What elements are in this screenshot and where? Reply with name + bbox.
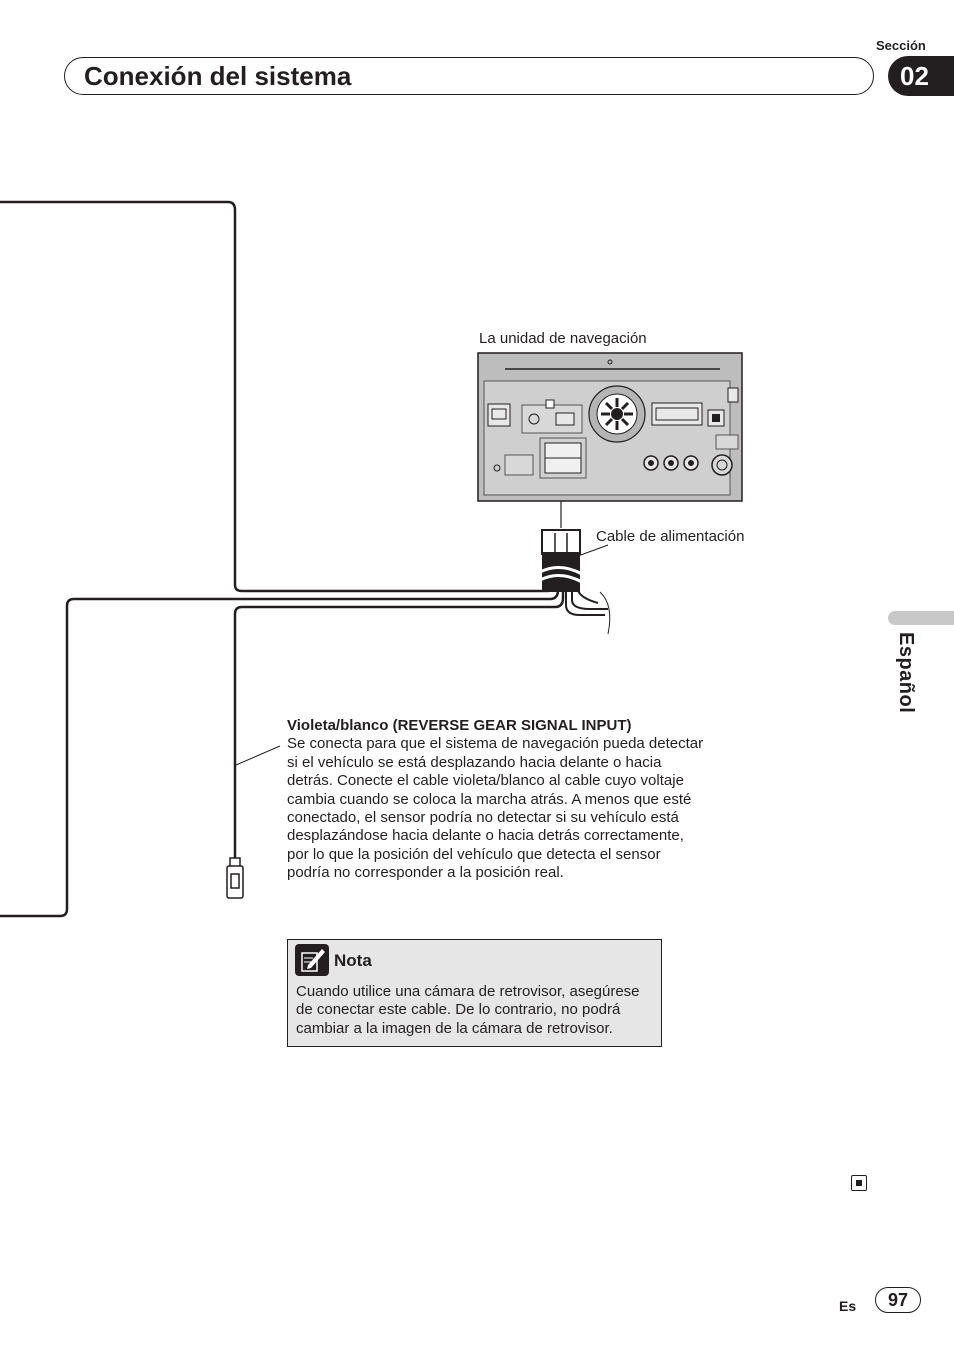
section-label: Sección	[876, 38, 926, 53]
note-title: Nota	[334, 951, 372, 970]
wire-description: Se conecta para que el sistema de navegación pueda detectar si el vehículo se está desplazando hacia delante o hacia detrás. Conecte el cable violeta/blanco al cable cuyo voltaje cambia cuando se coloca la marcha atrás. A menos que esté conectado, el sensor podría no detectar si su vehículo está desplazándose hacia delante o hacia detrás correctamente, por lo que la posición del vehículo que detecta el sensor podría no corresponder a la posición real.	[287, 735, 704, 882]
pencil-note-icon	[295, 944, 329, 976]
wire-title: Violeta/blanco (REVERSE GEAR SIGNAL INPUT)	[287, 717, 632, 734]
section-end-icon-inner	[856, 1180, 862, 1186]
nav-unit-rear-panel	[478, 353, 742, 501]
section-number: 02	[900, 61, 929, 91]
power-cable-label: Cable de alimentación	[596, 528, 745, 545]
language-label: Español	[895, 632, 917, 714]
wire-upper-loop	[0, 202, 553, 591]
power-cable-leader	[578, 545, 608, 556]
nav-unit-label: La unidad de navegación	[479, 330, 647, 347]
power-connector-plug	[540, 530, 582, 592]
page-number: 97	[887, 1290, 909, 1310]
footer-language-code: Es	[839, 1298, 857, 1314]
note-text: Cuando utilice una cámara de retrovisor, asegúrese de conectar este cable. De lo contrario, no podrá cambiar a la imagen de la cámara de retrovisor.	[296, 983, 640, 1037]
cable-break-curve	[600, 592, 610, 634]
bullet-connector	[227, 858, 243, 898]
wire-label-leader	[236, 746, 280, 765]
wire-description-block	[287, 717, 707, 883]
page-title: Conexión del sistema	[84, 61, 352, 91]
